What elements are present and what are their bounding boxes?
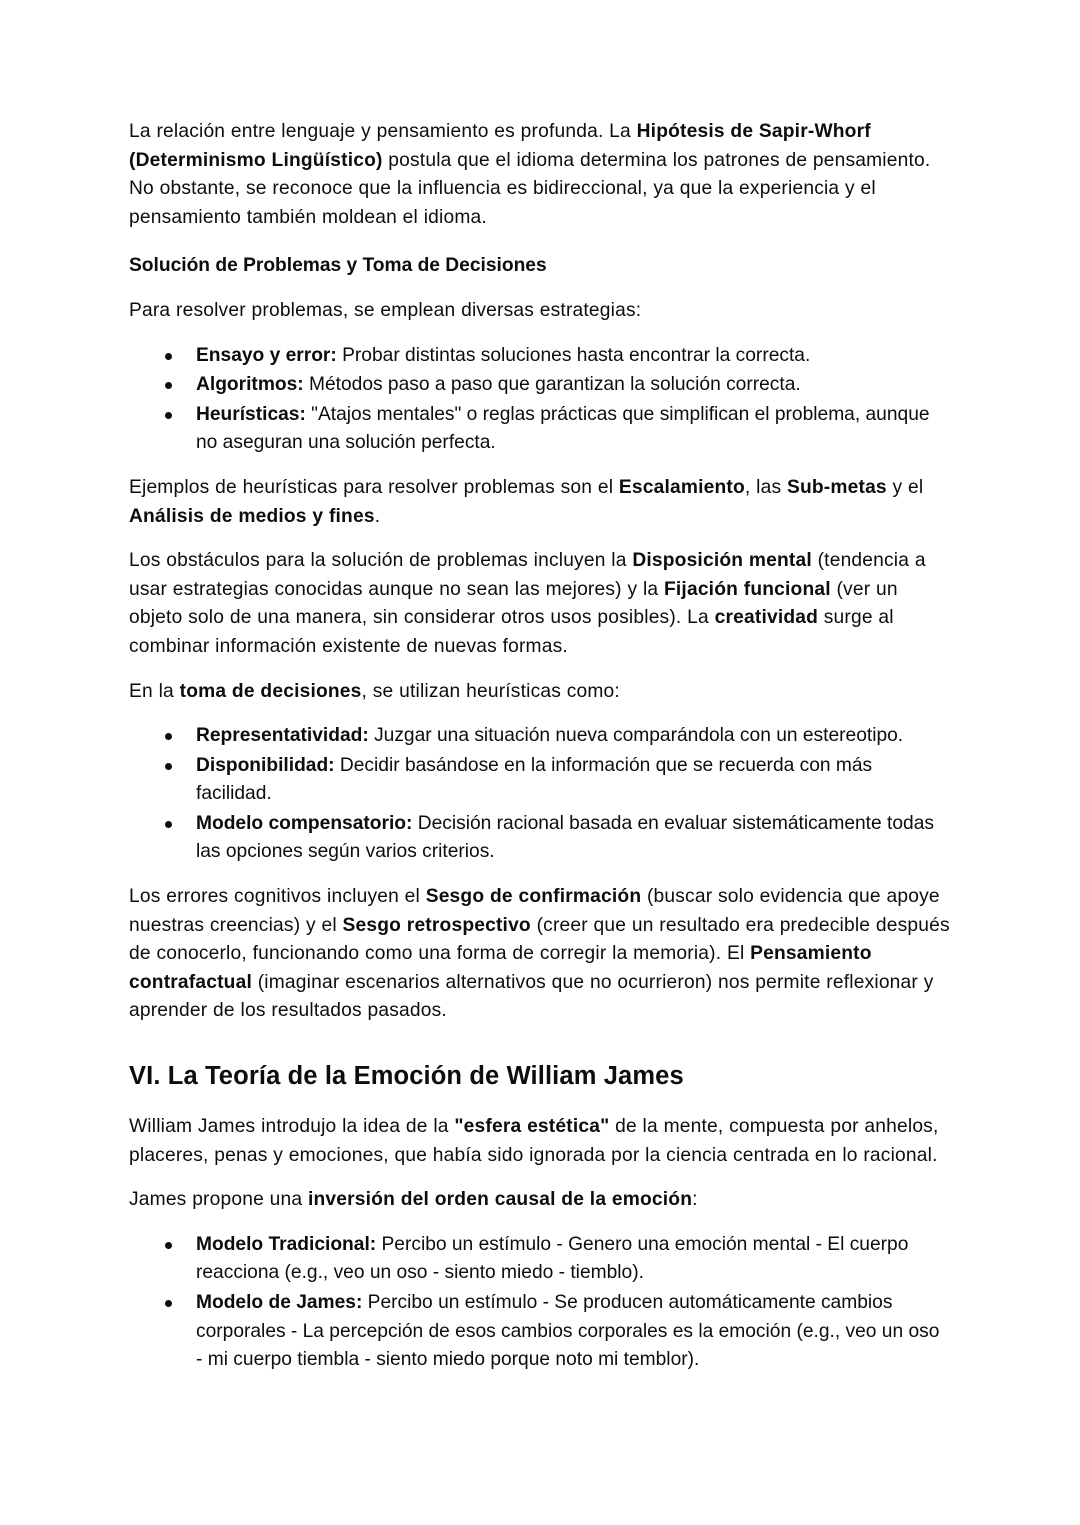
list-item-text: Percibo un estímulo - Genero una emoción mental - El cuerpo reacciona (e.g., veo un oso - siento miedo - tiemblo). bbox=[196, 1233, 909, 1284]
text-run: La relación entre lenguaje y pensamiento es profunda. La bbox=[129, 121, 637, 142]
list-modelos-emocion bbox=[129, 1231, 951, 1375]
text-run: (buscar solo evidencia que apoye nuestras creencias) y el bbox=[129, 886, 940, 936]
text-run: postula que el idioma determina los patrones de pensamiento. No obstante, se reconoce que la influencia es bidireccional, ya que la experiencia y el pensamiento también moldean el idioma. bbox=[129, 149, 931, 228]
paragraph-esfera-estetica bbox=[129, 1113, 951, 1170]
text-run: William James introdujo la idea de la bbox=[129, 1116, 455, 1138]
list-item-label: Algoritmos: bbox=[196, 374, 304, 396]
bold-sub-metas: Sub-metas bbox=[786, 476, 887, 498]
text-run: James propone una bbox=[129, 1189, 308, 1211]
paragraph-inversion-intro bbox=[129, 1186, 951, 1215]
bold-sesgo-confirmacion: Sesgo de confirmación bbox=[425, 886, 642, 908]
text-run: Los errores cognitivos incluyen el bbox=[129, 886, 426, 908]
paragraph-obstaculos bbox=[129, 547, 951, 661]
paragraph-ejemplos-heuristicas bbox=[129, 474, 951, 531]
list-item-text: Juzgar una situación nueva comparándola con un estereotipo. bbox=[368, 725, 904, 747]
list-item-text: Decidir basándose en la información que se recuerda con más facilidad. bbox=[196, 754, 873, 805]
list-item-label: Disponibilidad: bbox=[196, 754, 335, 776]
text-run: (imaginar escenarios alternativos que no ocurrieron) nos permite reflexionar y aprender de los resultados pasados. bbox=[129, 971, 934, 1022]
text-run: (creer que un resultado era predecible después de conocerlo, funcionando como una forma de corregir la memoria). El bbox=[129, 914, 950, 965]
bold-pensamiento-contrafactual: Pensamiento contrafactual bbox=[129, 943, 872, 993]
paragraph-errores-cognitivos bbox=[129, 883, 951, 1026]
list-item-label: Modelo de James: bbox=[196, 1292, 363, 1313]
bold-escalamiento: Escalamiento bbox=[618, 476, 745, 498]
list-item bbox=[129, 752, 951, 809]
bullet-dot-icon bbox=[165, 412, 172, 419]
list-item-text: Decisión racional basada en evaluar sistemáticamente todas las opciones según varios criterios. bbox=[196, 812, 934, 863]
list-item bbox=[129, 371, 951, 400]
list-item-text: "Atajos mentales" o reglas prácticas que simplifican el problema, aunque no aseguran una solución perfecta. bbox=[196, 403, 930, 454]
list-item bbox=[129, 722, 951, 751]
list-item-label: Modelo compensatorio: bbox=[196, 812, 413, 834]
text-run: . bbox=[374, 505, 381, 527]
text-run: (tendencia a usar estrategias conocidas aunque no sean las mejores) y la bbox=[129, 550, 926, 600]
list-item bbox=[129, 1231, 951, 1288]
text-run: de la mente, compuesta por anhelos, placeres, penas y emociones, que había sido ignorada por la ciencia centrada en lo racional. bbox=[129, 1116, 939, 1166]
paragraph-toma-decisiones-intro bbox=[129, 678, 951, 707]
bold-esfera-estetica: "esfera estética" bbox=[454, 1116, 610, 1138]
list-item-label: Modelo Tradicional: bbox=[196, 1233, 377, 1255]
bold-toma-de-decisiones: toma de decisiones bbox=[179, 680, 362, 702]
text-run: En la bbox=[129, 680, 180, 702]
text-run: , las bbox=[744, 476, 787, 498]
subheading-solucion-problemas: Solución de Problemas y Toma de Decisiones bbox=[129, 255, 547, 277]
text-run: , se utilizan heurísticas como: bbox=[361, 680, 620, 702]
list-item bbox=[129, 1289, 951, 1375]
bold-analisis-medios-fines: Análisis de medios y fines bbox=[129, 505, 375, 527]
list-item-text: Probar distintas soluciones hasta encontrar la correcta. bbox=[336, 344, 811, 366]
section-heading-teoria-emocion: VI. La Teoría de la Emoción de William James bbox=[129, 1062, 684, 1091]
bold-inversion-orden-causal: inversión del orden causal de la emoción bbox=[307, 1189, 693, 1211]
bullet-dot-icon bbox=[165, 763, 172, 770]
text-run: Los obstáculos para la solución de problemas incluyen la bbox=[129, 550, 633, 572]
list-heuristicas-decision bbox=[129, 722, 951, 867]
text-run: Ejemplos de heurísticas para resolver problemas son el bbox=[129, 476, 619, 498]
bullet-dot-icon bbox=[165, 1242, 172, 1249]
document-body bbox=[129, 118, 951, 1375]
list-item bbox=[129, 342, 951, 371]
text-run: (ver un objeto solo de una manera, sin considerar otros usos posibles). La bbox=[129, 578, 898, 629]
bullet-dot-icon bbox=[165, 821, 172, 828]
list-item bbox=[129, 810, 951, 867]
list-item-label: Ensayo y error: bbox=[196, 344, 337, 366]
text-run: : bbox=[692, 1189, 698, 1211]
bold-disposicion-mental: Disposición mental bbox=[632, 550, 812, 572]
list-item bbox=[129, 401, 951, 458]
text-run: y el bbox=[886, 476, 924, 498]
list-item-text: Percibo un estímulo - Se producen automáticamente cambios corporales - La percepción de esos cambios corporales es la emoción (e.g., veo un oso - mi cuerpo tiembla - siento miedo porque noto mi temblor). bbox=[196, 1292, 940, 1371]
list-item-label: Representatividad: bbox=[196, 725, 369, 747]
bold-sapir-whorf: Hipótesis de Sapir-Whorf (Determinismo Lingüístico) bbox=[129, 121, 871, 171]
bold-creatividad: creatividad bbox=[714, 607, 819, 629]
bullet-dot-icon bbox=[165, 733, 172, 740]
paragraph-estrategias-intro: Para resolver problemas, se emplean diversas estrategias: bbox=[129, 299, 642, 321]
bullet-dot-icon bbox=[165, 1300, 172, 1307]
bullet-dot-icon bbox=[165, 353, 172, 360]
bold-sesgo-retrospectivo: Sesgo retrospectivo bbox=[342, 914, 531, 936]
paragraph-lenguaje-pensamiento bbox=[129, 118, 951, 232]
bold-fijacion-funcional: Fijación funcional bbox=[664, 578, 831, 600]
bullet-dot-icon bbox=[165, 382, 172, 389]
list-estrategias bbox=[129, 342, 951, 458]
list-item-text: Métodos paso a paso que garantizan la solución correcta. bbox=[303, 374, 801, 396]
list-item-label: Heurísticas: bbox=[196, 403, 306, 425]
text-run: surge al combinar información existente de nuevas formas. bbox=[129, 607, 894, 657]
